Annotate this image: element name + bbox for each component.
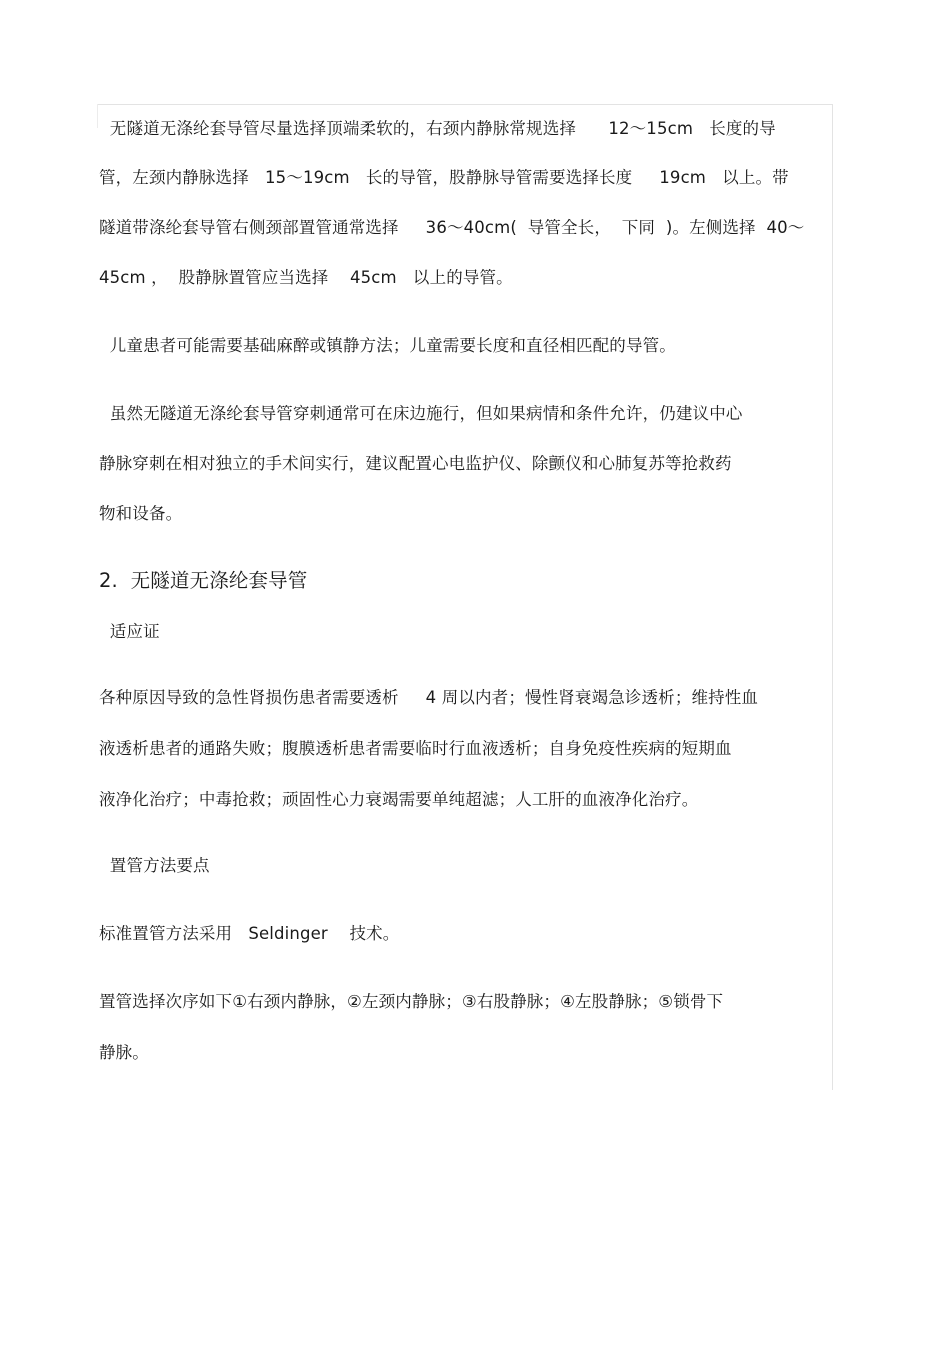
paragraph-catheter-length-line: 无隧道无涤纶套导管尽量选择顶端柔软的，右颈内静脉常规选择 12～15cm 长度的导 <box>99 119 776 138</box>
paragraph-catheter-length-line: 管，左颈内静脉选择 15～19cm 长的导管，股静脉导管需要选择长度 19cm 以上。带 <box>99 168 789 187</box>
method-order-line: 静脉。 <box>99 1043 149 1062</box>
indications-line: 液净化治疗；中毒抢救；顽固性心力衰竭需要单纯超滤；人工肝的血液净化治疗。 <box>99 790 699 809</box>
section-heading: 2. 无隧道无涤纶套导管 <box>99 569 308 592</box>
subheading-method: 置管方法要点 <box>99 856 210 875</box>
frame-border-right <box>832 104 833 1090</box>
paragraph-operating-room-line: 静脉穿刺在相对独立的手术间实行，建议配置心电监护仪、除颤仪和心肺复苏等抢救药 <box>99 454 732 473</box>
indications-line: 液透析患者的通路失败；腹膜透析患者需要临时行血液透析；自身免疫性疾病的短期血 <box>99 739 732 758</box>
paragraph-operating-room-line: 虽然无隧道无涤纶套导管穿刺通常可在床边施行，但如果病情和条件允许，仍建议中心 <box>99 404 743 423</box>
frame-border-top <box>97 104 833 105</box>
method-order-line: 置管选择次序如下①右颈内静脉，②左颈内静脉；③右股静脉；④左股静脉；⑤锁骨下 <box>99 992 724 1011</box>
paragraph-operating-room-line: 物和设备。 <box>99 504 183 523</box>
method-standard-line: 标准置管方法采用 Seldinger 技术。 <box>99 924 400 943</box>
paragraph-children-line: 儿童患者可能需要基础麻醉或镇静方法；儿童需要长度和直径相匹配的导管。 <box>99 336 676 355</box>
frame-border-left <box>97 104 98 128</box>
paragraph-catheter-length-line: 隧道带涤纶套导管右侧颈部置管通常选择 36～40cm( 导管全长， 下同 )。左侧选择 40～ <box>99 218 805 237</box>
paragraph-catheter-length-line: 45cm ， 股静脉置管应当选择 45cm 以上的导管。 <box>99 268 513 287</box>
indications-line: 各种原因导致的急性肾损伤患者需要透析 4 周以内者；慢性肾衰竭急诊透析；维持性血 <box>99 688 759 707</box>
subheading-indications: 适应证 <box>99 622 160 641</box>
